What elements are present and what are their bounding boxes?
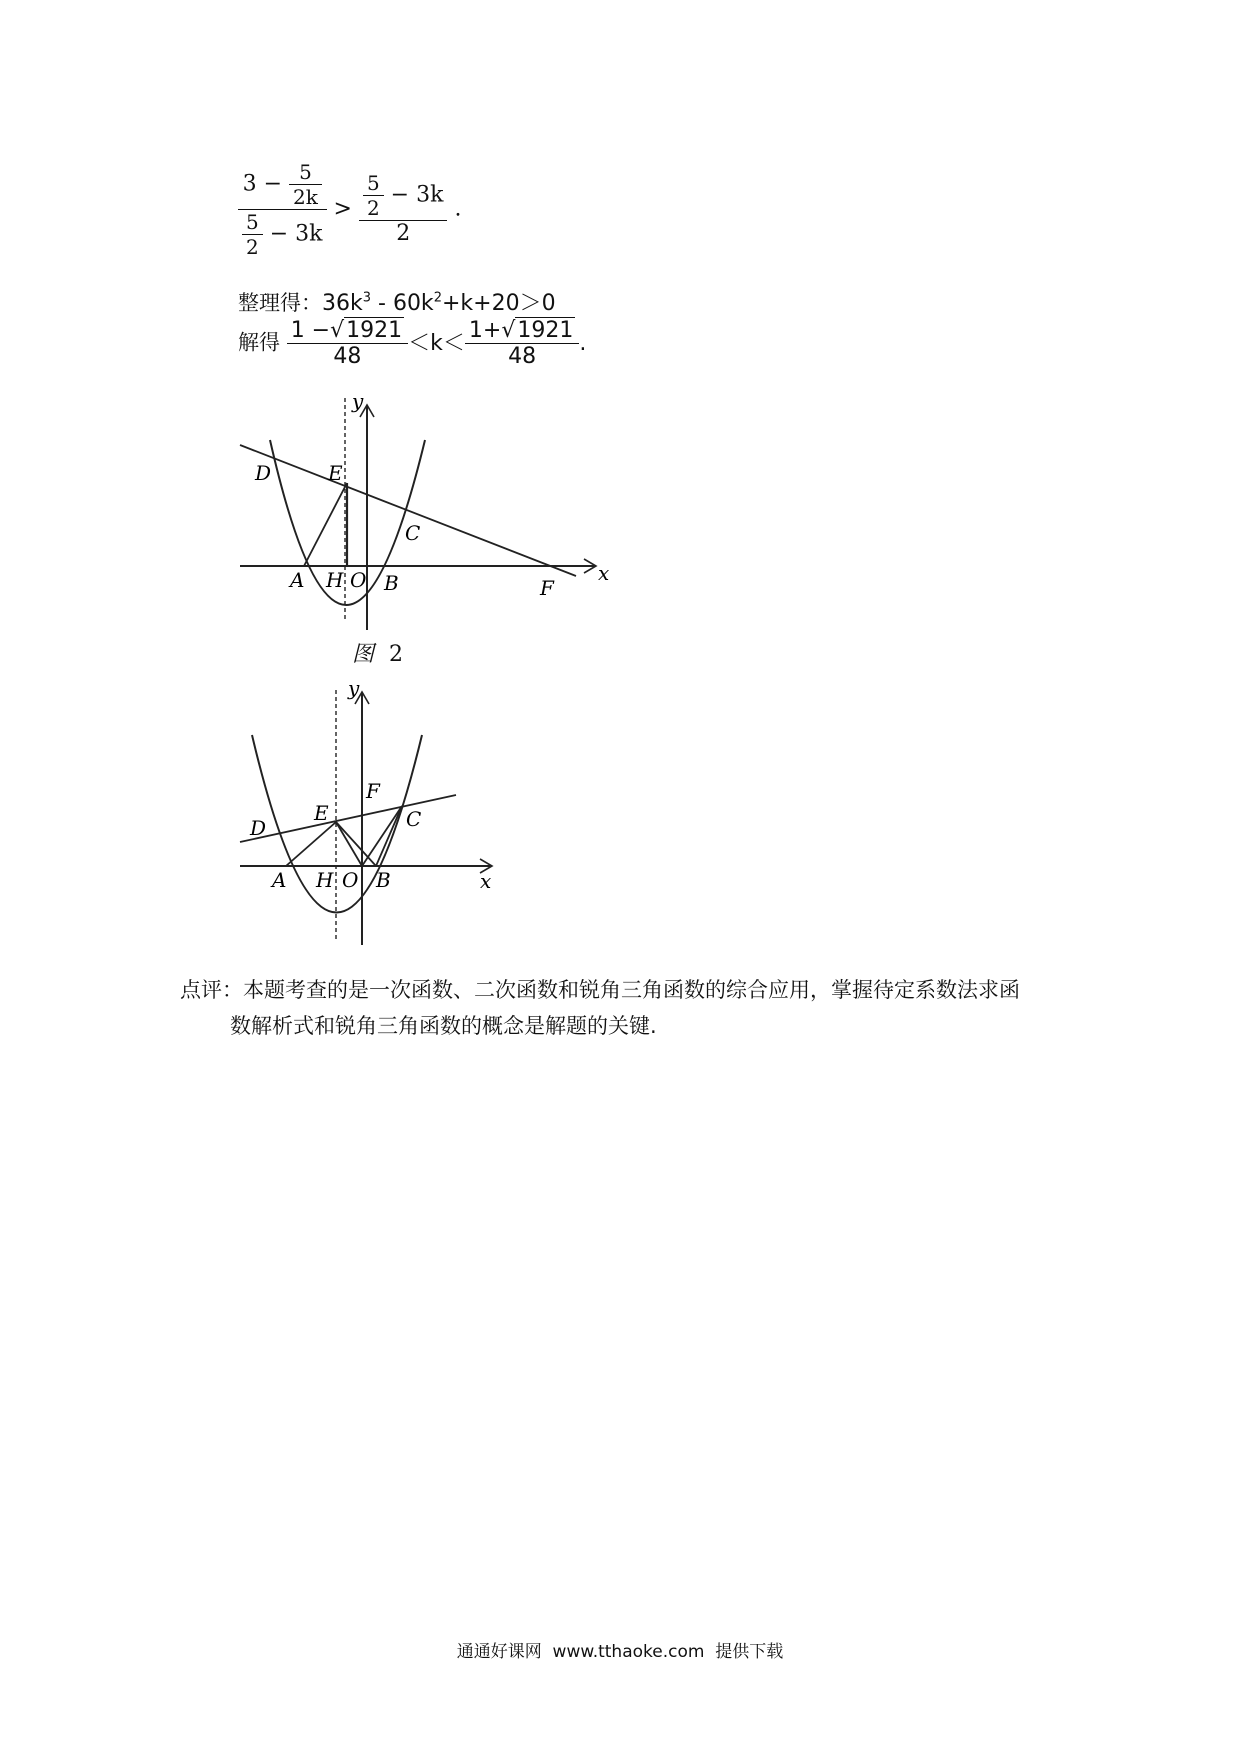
- simplified-inequality: [238, 286, 556, 317]
- rhs-num-rest: − 3k: [390, 182, 444, 208]
- lhs-num-int: 3: [242, 171, 257, 197]
- simplify-label: 整理得：: [238, 291, 322, 315]
- label-C: C: [405, 521, 421, 545]
- expr-part3: +k+20＞0: [441, 291, 556, 316]
- exponent-2: 2: [433, 290, 442, 306]
- label-B: B: [376, 868, 391, 892]
- solve-label: 解得: [238, 330, 280, 355]
- label-D: D: [250, 816, 267, 840]
- lhs-den-frac-num: 5: [246, 210, 259, 234]
- rhs-numerator: [359, 171, 448, 220]
- label-A: A: [272, 868, 287, 892]
- right-bound-denominator: 48: [508, 344, 537, 369]
- label-x: x: [598, 561, 610, 585]
- solution-range: [238, 318, 586, 369]
- rhs-compound-fraction: [359, 171, 448, 246]
- second-diagram: [230, 675, 510, 960]
- lhs-numerator: [239, 160, 326, 209]
- label-D: D: [255, 461, 272, 485]
- comment-line-1: [180, 972, 1080, 1008]
- sqrt-icon: √: [330, 318, 345, 343]
- segment-EB: [336, 822, 376, 866]
- period: .: [579, 330, 587, 356]
- page-footer: [0, 1637, 1240, 1662]
- label-F: F: [366, 779, 380, 803]
- label-B: B: [384, 571, 399, 595]
- lhs-num-minus: −: [263, 171, 283, 197]
- solution-expression: [287, 318, 587, 369]
- rhs-frac-den: 2: [366, 196, 380, 220]
- label-O: O: [350, 568, 367, 592]
- lhs-compound-fraction: [238, 160, 327, 259]
- left-bound-fraction: [287, 318, 408, 369]
- label-H: H: [316, 868, 334, 892]
- expr-part1: 36k: [322, 291, 363, 316]
- segment-EO: [336, 822, 362, 866]
- comment-label: 点评：: [180, 978, 243, 1002]
- label-y: y: [348, 676, 360, 700]
- rhs-frac-num: 5: [366, 171, 380, 195]
- right-bound-numerator: [465, 318, 579, 343]
- label-H: H: [326, 568, 344, 592]
- period: .: [454, 196, 462, 222]
- comment-section: [180, 972, 1080, 1044]
- left-bound-denominator: 48: [333, 344, 362, 369]
- lhs-denominator: [238, 210, 327, 259]
- right-root: 1921: [517, 318, 574, 343]
- caption-number: 2: [389, 642, 404, 667]
- expr-part2: - 60k: [371, 291, 434, 316]
- rhs-denominator: 2: [396, 221, 411, 246]
- segment-AE: [304, 483, 347, 566]
- segment-BC: [376, 806, 402, 866]
- label-y: y: [352, 389, 364, 413]
- left-bound-numerator: [287, 318, 408, 343]
- label-C: C: [406, 807, 422, 831]
- left-prefix: 1 −: [290, 318, 331, 343]
- comment-text-1: 本题考查的是一次函数、二次函数和锐角三角函数的综合应用，掌握待定系数法求函: [243, 978, 1020, 1002]
- caption-word: 图: [352, 642, 375, 667]
- exponent-3: 3: [362, 290, 372, 306]
- figure-caption: [352, 637, 403, 668]
- lhs-num-fraction: [289, 160, 322, 209]
- rhs-num-fraction: [363, 171, 384, 220]
- lhs-den-rest: − 3k: [269, 221, 323, 247]
- figure-2-diagram: [230, 385, 630, 675]
- comment-text-2: 数解析式和锐角三角函数的概念是解题的关键.: [230, 1014, 657, 1038]
- right-bound-fraction: [465, 318, 579, 369]
- simplify-expression: [322, 291, 556, 316]
- lhs-den-fraction: [242, 210, 263, 259]
- label-A: A: [290, 568, 305, 592]
- greater-than-sign: >: [333, 196, 352, 222]
- left-root: 1921: [346, 318, 403, 343]
- label-x: x: [480, 869, 492, 893]
- sqrt-icon: √: [501, 318, 516, 343]
- k-range: ＜k＜: [408, 330, 465, 356]
- line-DF: [240, 445, 576, 576]
- comment-line-2: [180, 1008, 1080, 1044]
- lhs-den-frac-den: 2: [246, 235, 259, 259]
- label-F: F: [540, 576, 554, 600]
- lhs-num-frac-den: 2k: [293, 185, 318, 209]
- right-prefix: 1+: [468, 318, 502, 343]
- inequality-fraction: [238, 160, 461, 259]
- lhs-num-frac-num: 5: [299, 160, 312, 184]
- label-E: E: [314, 801, 329, 825]
- footer-text: 通通好课网 www.tthaoke.com 提供下载: [456, 1642, 784, 1662]
- label-O: O: [342, 868, 359, 892]
- label-E: E: [328, 461, 343, 485]
- segment-AE: [286, 822, 336, 866]
